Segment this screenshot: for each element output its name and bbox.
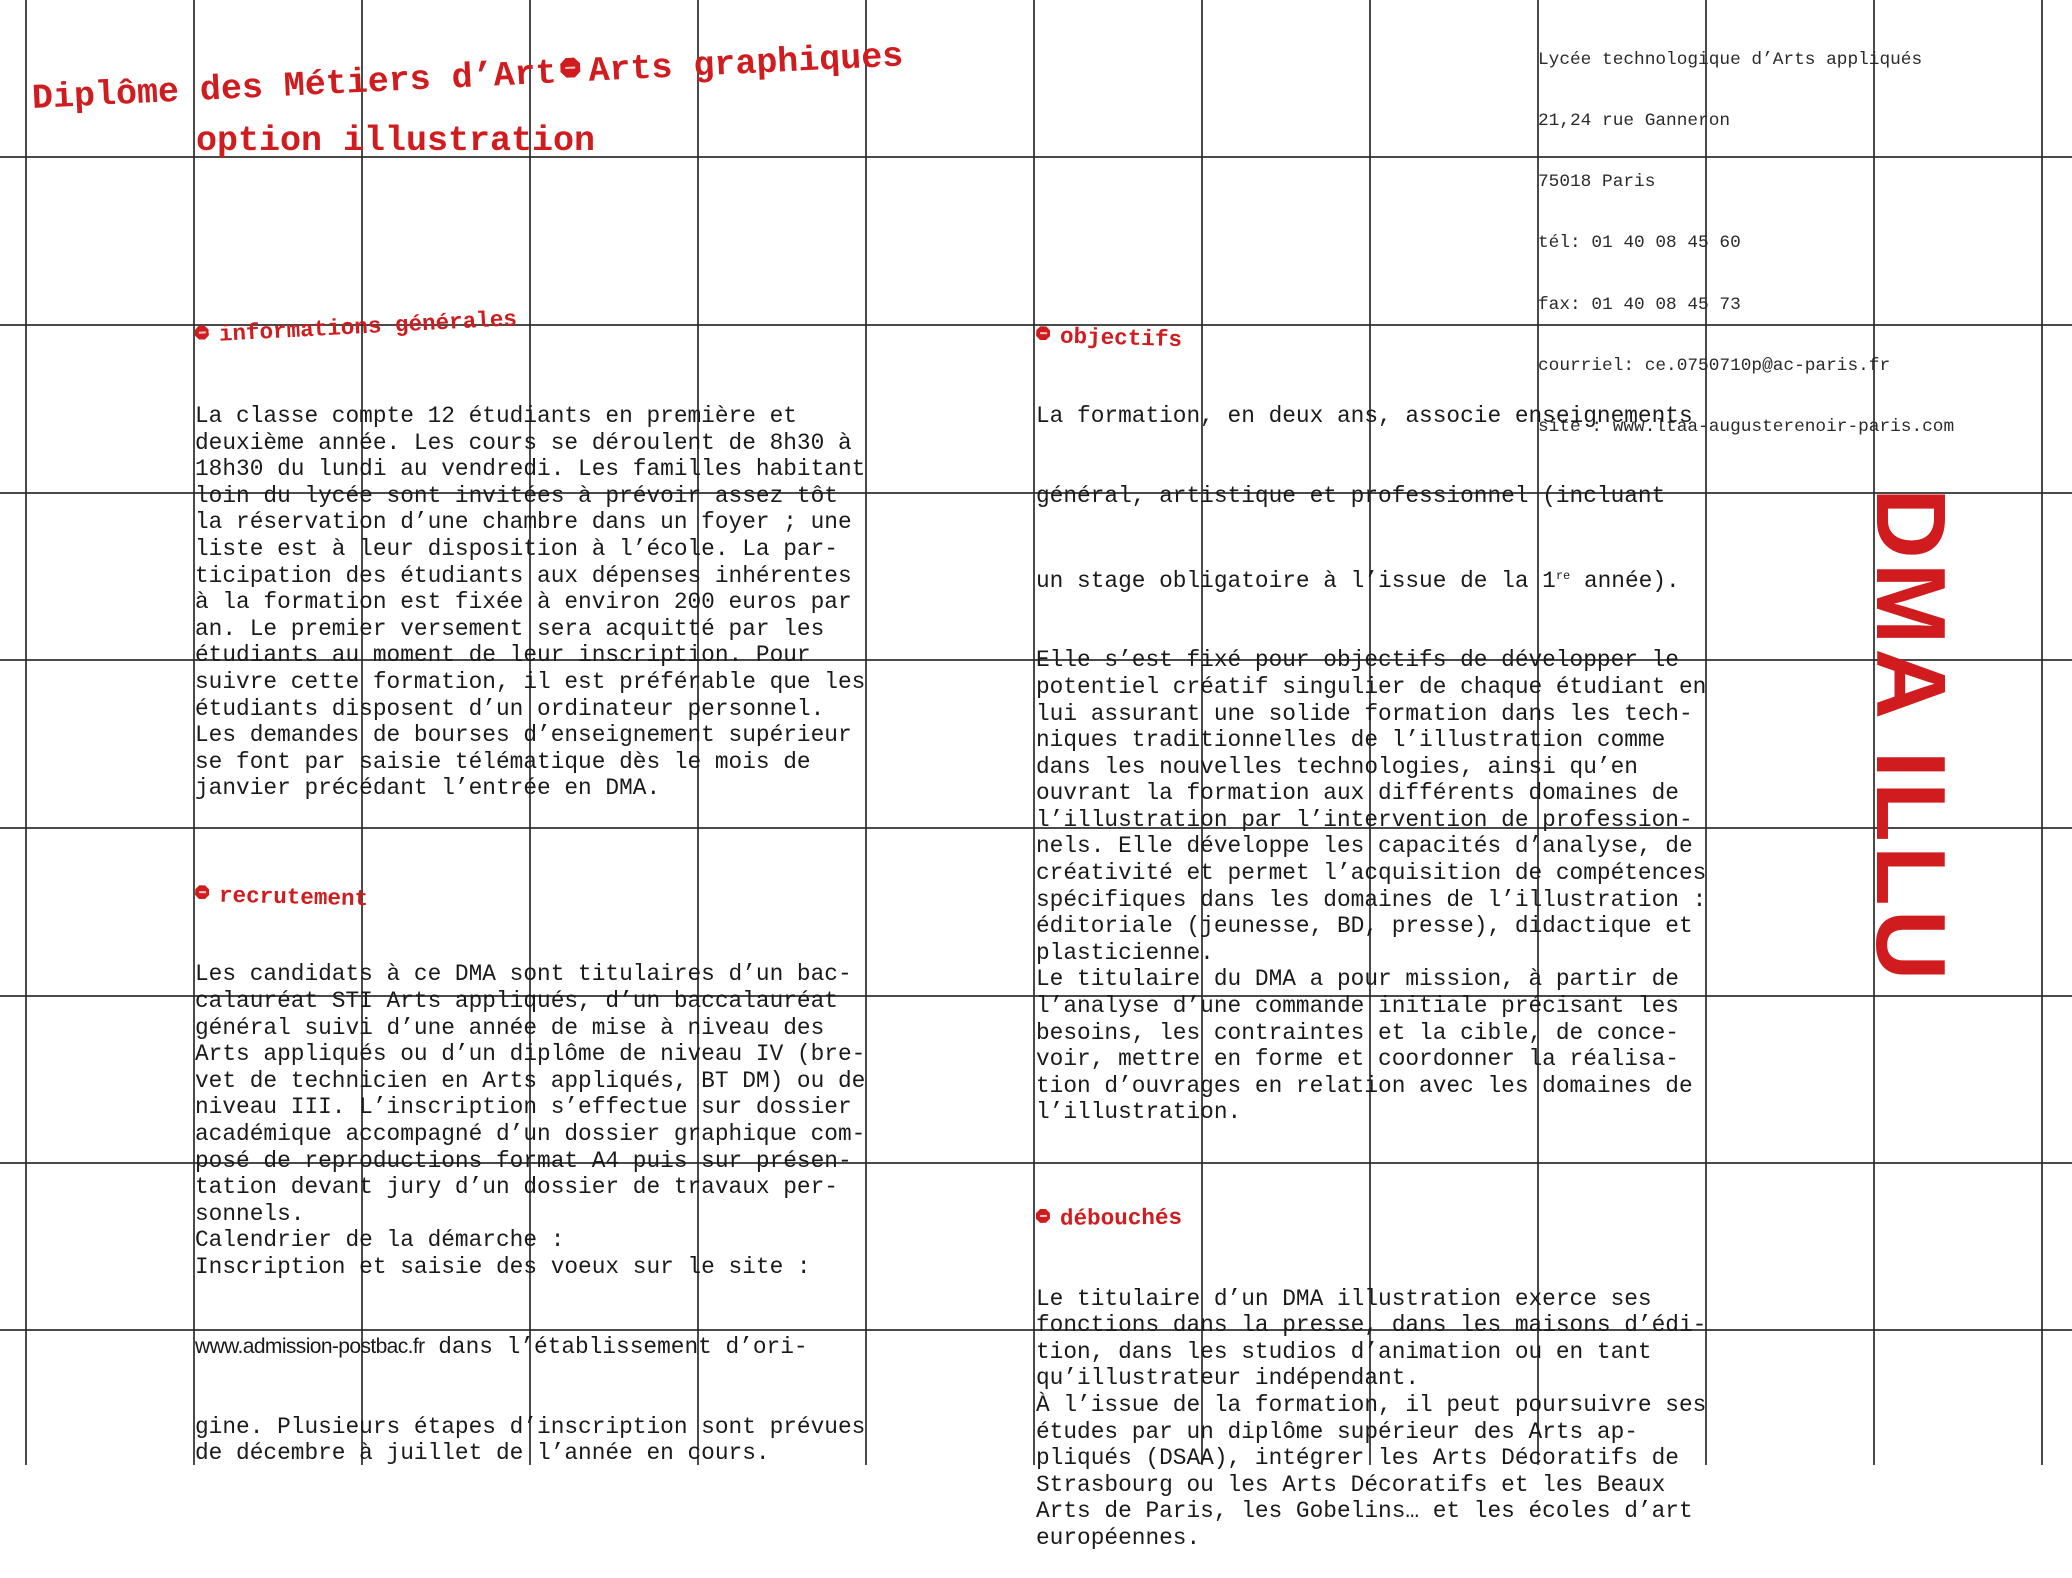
text-line: Arts appliqués ou d’un diplôme de niveau IV (bre-	[195, 1041, 866, 1068]
line3-after: année).	[1570, 567, 1680, 594]
side-title-dma-illu: DMA ILLU	[1856, 488, 1966, 985]
red-octagon-badge-icon	[560, 57, 581, 78]
text-line: plasticienne.	[1036, 939, 1214, 966]
heading-text: informations générales	[218, 306, 518, 348]
heading-text: débouchés	[1059, 1204, 1183, 1232]
text-line: an. Le premier versement sera acquitté par les	[195, 615, 825, 642]
grid-line-vertical	[1033, 0, 1035, 1465]
recrutement-paragraph	[195, 961, 895, 1280]
objectifs-line-3	[1036, 563, 1736, 595]
text-line: la réservation d’une chambre dans un foyer ; une	[195, 509, 852, 536]
address-fax: fax: 01 40 08 45 73	[1538, 294, 1741, 315]
text-line: gine. Plusieurs étapes d’inscription sont prévues	[195, 1413, 866, 1440]
text-line: loin du lycée sont invitées à prévoir assez tôt	[195, 482, 838, 509]
informations-paragraph	[195, 403, 895, 802]
text-line: se font par saisie télématique dès le mois de	[195, 748, 811, 775]
text-line: étudiants disposent d’un ordinateur personnel.	[195, 695, 825, 722]
red-octagon-badge-icon	[1036, 1209, 1050, 1223]
text-line: La classe compte 12 étudiants en première et	[195, 402, 797, 429]
text-line: à la formation est fixée à environ 200 euros par	[195, 589, 852, 616]
text-line: Les demandes de bourses d’enseignement supérieur	[195, 722, 852, 749]
text-line: général suivi d’une année de mise à niveau des	[195, 1014, 825, 1041]
text-line: fonctions dans la presse, dans les maisons d’édi-	[1036, 1312, 1707, 1339]
text-line: éditoriale (jeunesse, BD, presse), didactique et	[1036, 913, 1693, 940]
text-line: créativité et permet l’acquisition de compétences	[1036, 860, 1707, 887]
address-website: site : www.ltaa-augusterenoir-paris.com	[1538, 417, 1955, 438]
text-line: Le titulaire d’un DMA illustration exerce ses	[1036, 1285, 1652, 1312]
debouches-paragraph	[1036, 1286, 1736, 1552]
section-heading-informations	[194, 287, 894, 350]
text-line: calauréat STI Arts appliqués, d’un baccalauréat	[195, 988, 838, 1015]
postbac-line-rest: dans l’établissement d’ori-	[424, 1333, 808, 1360]
title-diplome: Diplôme des Métiers d’Art	[31, 53, 558, 119]
text-line: À l’issue de la formation, il peut poursuivre ses	[1036, 1391, 1707, 1418]
text-line: niveau III. L’inscription s’effectue sur dossier	[195, 1094, 852, 1121]
address-phone: tél: 01 40 08 45 60	[1538, 233, 1741, 254]
line3-before: un stage obligatoire à l’issue de la 1	[1036, 567, 1556, 594]
grid-line-vertical	[25, 0, 27, 1465]
text-line: ticipation des étudiants aux dépenses inhérentes	[195, 562, 852, 589]
text-line: lui assurant une solide formation dans les tech-	[1036, 700, 1693, 727]
section-heading-recrutement	[195, 882, 895, 926]
admission-postbac-link[interactable]: www.admission-postbac.fr	[195, 1334, 425, 1358]
text-line: voir, mettre en forme et coordonner la réalisa-	[1036, 1046, 1679, 1073]
postbac-line	[195, 1334, 895, 1361]
text-line: l’illustration.	[1036, 1099, 1242, 1126]
text-line: sonnels.	[195, 1200, 305, 1227]
heading-text: objectifs	[1059, 323, 1183, 354]
page-subtitle: option illustration	[196, 121, 596, 161]
text-line: européennes.	[1036, 1524, 1201, 1551]
text-line: Le titulaire du DMA a pour mission, à partir de	[1036, 966, 1679, 993]
section-heading-objectifs	[1036, 323, 1736, 369]
text-line: études par un diplôme supérieur des Arts ap-	[1036, 1418, 1638, 1445]
address-city: 75018 Paris	[1538, 172, 1656, 193]
title-arts-graphiques: Arts graphiques	[587, 36, 905, 92]
text-line: Arts de Paris, les Gobelins… et les écoles d’art	[1036, 1498, 1693, 1525]
text-line: tation devant jury d’un dossier de travaux per-	[195, 1174, 838, 1201]
objectifs-line-2: général, artistique et professionnel (incluant	[1036, 482, 1666, 509]
right-column	[1036, 270, 1736, 1578]
recrutement-tail	[195, 1414, 895, 1467]
objectifs-paragraph	[1036, 647, 1736, 1126]
red-octagon-badge-icon	[195, 885, 209, 899]
text-line: académique accompagné d’un dossier graphique com-	[195, 1121, 866, 1147]
address-email: courriel: ce.0750710p@ac-paris.fr	[1538, 355, 1891, 376]
text-line: liste est à leur disposition à l’école. La par-	[195, 535, 838, 562]
objectifs-line-1: La formation, en deux ans, associe enseignements	[1036, 402, 1693, 429]
text-line: potentiel créatif singulier de chaque étudiant en	[1036, 673, 1707, 700]
text-line: Inscription et saisie des voeux sur le site :	[195, 1253, 811, 1280]
red-octagon-badge-icon	[1036, 326, 1050, 340]
text-line: de décembre à juillet de l’année en cours.	[195, 1440, 770, 1467]
grid-line-vertical	[2041, 0, 2043, 1465]
text-line: 18h30 du lundi au vendredi. Les familles habitant	[195, 456, 866, 483]
text-line: Strasbourg ou les Arts Décoratifs et les Beaux	[1036, 1471, 1666, 1498]
section-heading-debouches	[1036, 1200, 1736, 1233]
text-line: janvier précédant l’entrée en DMA.	[195, 775, 661, 802]
text-line: tion d’ouvrages en relation avec les domaines de	[1036, 1072, 1693, 1099]
ordinal-suffix: re	[1555, 568, 1571, 583]
text-line: niques traditionnelles de l’illustration comme	[1036, 727, 1666, 754]
address-street: 21,24 rue Ganneron	[1538, 111, 1731, 132]
page-title	[31, 36, 905, 119]
text-line: l’analyse d’une commande initiale précisant les	[1036, 993, 1679, 1020]
text-line: pliqués (DSAA), intégrer les Arts Décoratifs de	[1036, 1445, 1679, 1472]
text-line: étudiants au moment de leur inscription. Pour	[195, 642, 811, 669]
text-line: dans les nouvelles technologies, ainsi qu’en	[1036, 753, 1638, 780]
text-line: l’illustration par l’intervention de profession-	[1036, 806, 1693, 833]
text-line: spécifiques dans les domaines de l’illustration :	[1036, 886, 1707, 913]
text-line: posé de reproductions format A4 puis sur présen-	[195, 1147, 852, 1174]
text-line: nels. Elle développe les capacités d’analyse, de	[1036, 833, 1693, 860]
text-line: Les candidats à ce DMA sont titulaires d’un bac-	[195, 961, 852, 988]
red-octagon-badge-icon	[194, 325, 209, 340]
heading-text: recrutement	[218, 882, 369, 912]
text-line: vet de technicien en Arts appliqués, BT DM) ou de	[195, 1067, 866, 1094]
text-line: suivre cette formation, il est préférable que les	[195, 668, 866, 695]
text-line: besoins, les contraintes et la cible, de conce-	[1036, 1019, 1679, 1046]
text-line: qu’illustrateur indépendant.	[1036, 1365, 1420, 1392]
text-line: tion, dans les studios d’animation ou en tant	[1036, 1338, 1652, 1365]
text-line: Elle s’est fixé pour objectifs de développer le	[1036, 647, 1679, 674]
text-line: deuxième année. Les cours se déroulent de 8h30 à	[195, 429, 852, 456]
text-line: Calendrier de la démarche :	[195, 1227, 565, 1254]
text-line: ouvrant la formation aux différents domaines de	[1036, 780, 1679, 807]
address-school-name: Lycée technologique d’Arts appliqués	[1538, 49, 1923, 70]
left-column	[195, 270, 895, 1493]
